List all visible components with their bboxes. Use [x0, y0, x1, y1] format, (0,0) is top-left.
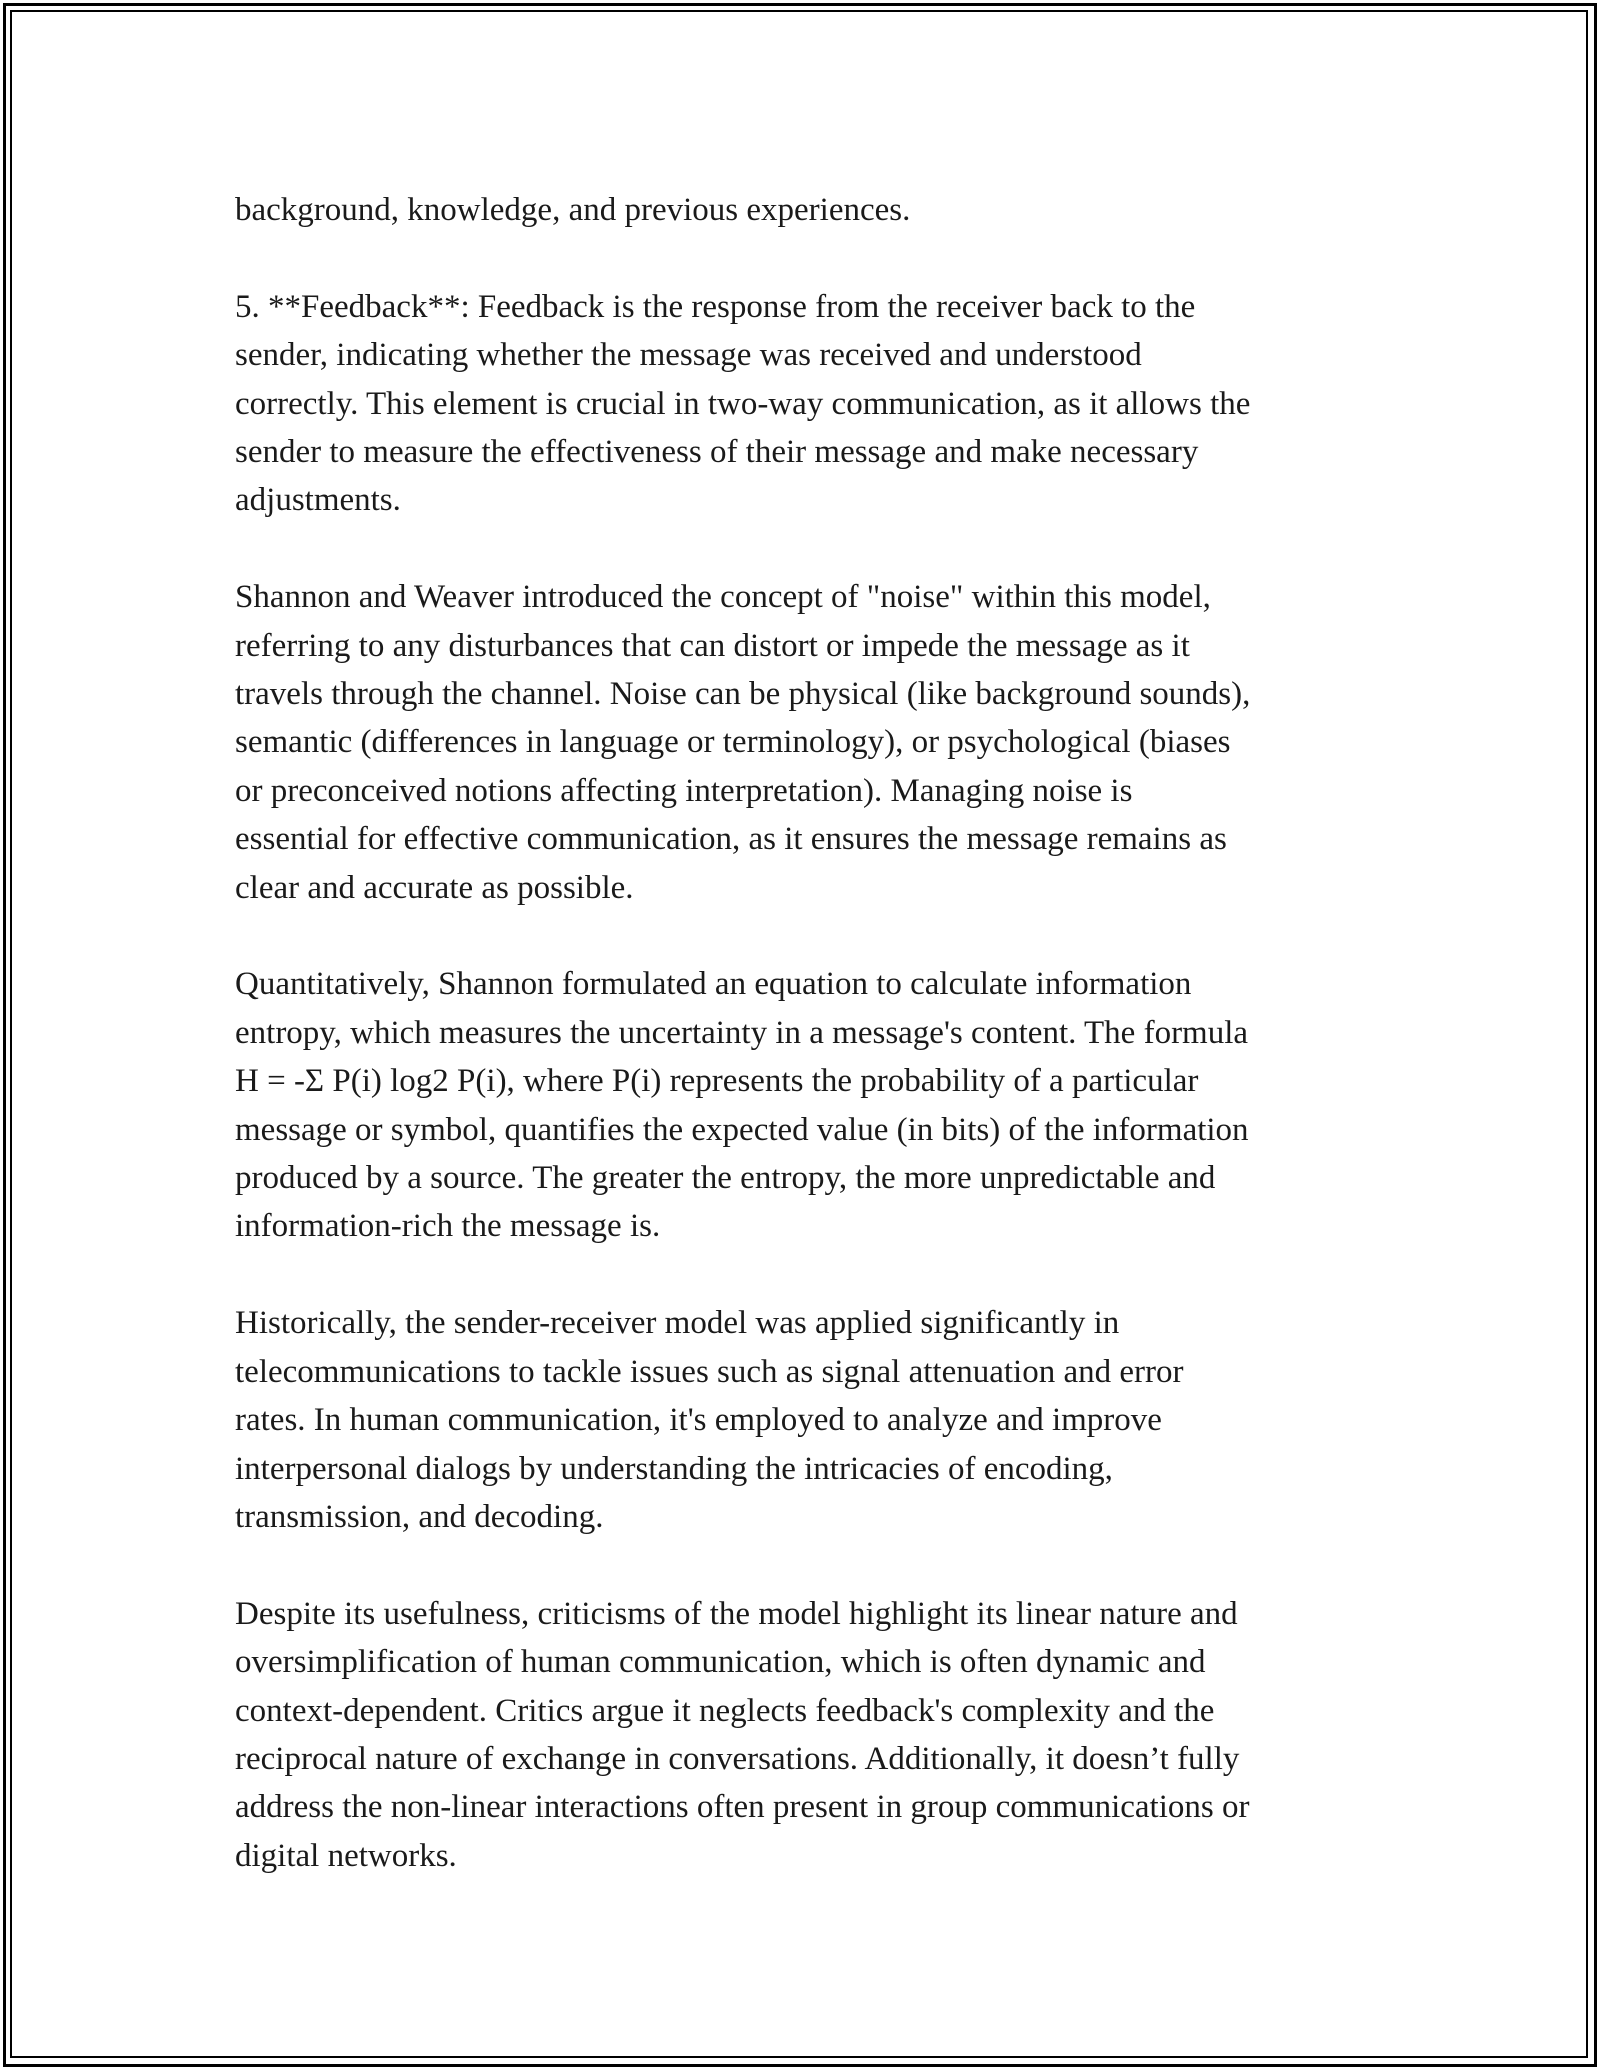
paragraph-criticism: Despite its usefulness, criticisms of the model highlight its linear nature and oversimplification of human communication, which is often dynamic and context-dependent. Critics argue it neglects feedback's complexity and the reciprocal nature of exchange in conversations. Additionally, it doesn’t fully address the non-linear interactions often present in group communications or digital networks.: [235, 1595, 1250, 1874]
paragraph-history: Historically, the sender-receiver model was applied significantly in telecommunications to tackle issues such as signal attenuation and error rates. In human communication, it's employed to analyze and improve interpersonal dialogs by understanding the intricacies of encoding, transmission, and decoding.: [235, 1305, 1184, 1535]
paragraph-continuation: background, knowledge, and previous experiences.: [235, 192, 911, 228]
paragraph-noise: Shannon and Weaver introduced the concept of "noise" within this model, referring to any disturbances that can distort or impede the message as it travels through the channel. Noise can be physical (like background sounds), semantic (differences in language or terminology), or psychological (biases or preconceived notions affecting interpretation). Managing noise is essential for effective communication, as it ensures the message remains as clear and accurate as possible.: [235, 579, 1251, 906]
document-body: [235, 186, 1395, 1880]
paragraph-entropy: Quantitatively, Shannon formulated an equation to calculate information entropy, which measures the uncertainty in a message's content. The formula H = -Σ P(i) log2 P(i), where P(i) represents the probability of a particular message or symbol, quantifies the expected value (in bits) of the information produced by a source. The greater the entropy, the more unpredictable and information-rich the message is.: [235, 966, 1249, 1245]
paragraph-feedback: 5. **Feedback**: Feedback is the response from the receiver back to the sender, indicating whether the message was received and understood correctly. This element is crucial in two-way communication, as it allows the sender to measure the effectiveness of their message and make necessary adjustments.: [235, 288, 1251, 519]
